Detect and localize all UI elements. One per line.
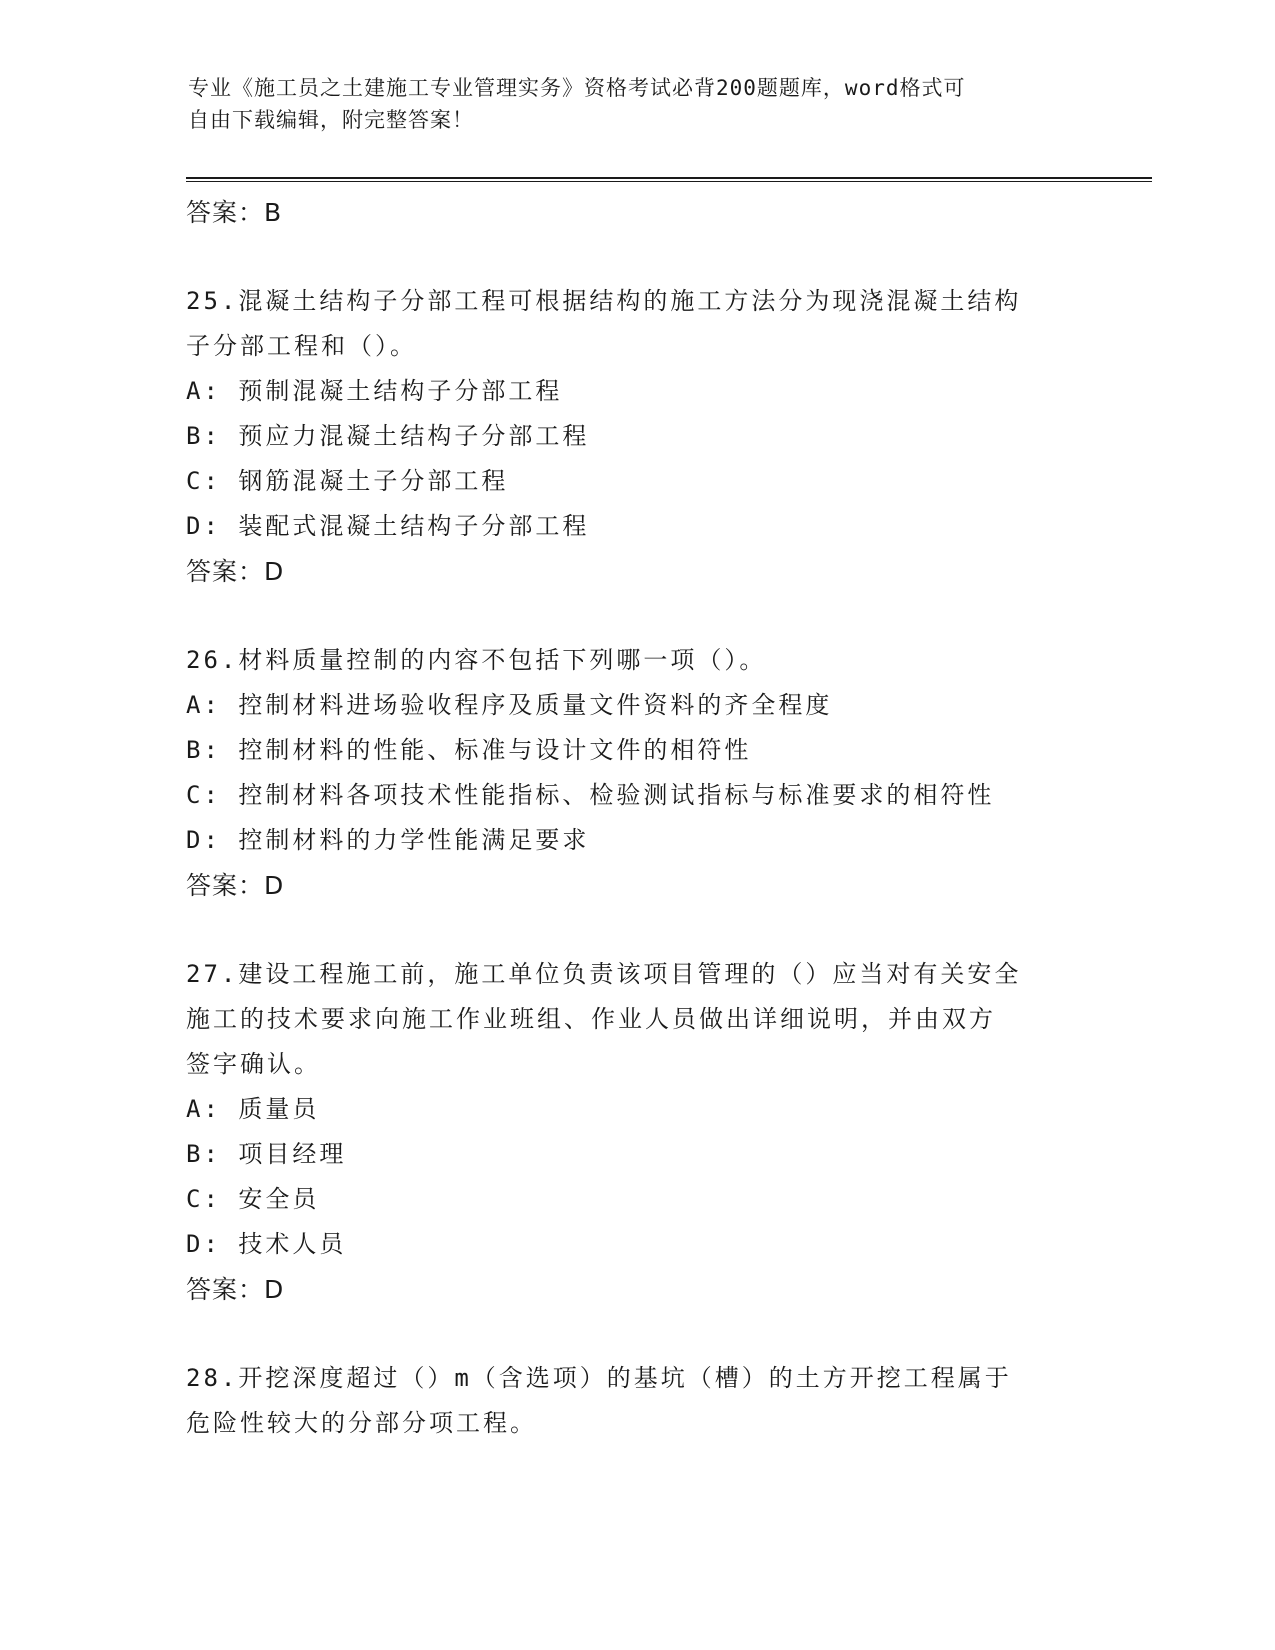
answer-line: 答案：D [186, 1275, 285, 1304]
question-27 [186, 952, 1106, 1312]
question-28 [186, 1356, 1106, 1446]
option-d: D: 装配式混凝土结构子分部工程 [186, 512, 590, 540]
document-body [186, 190, 1106, 1446]
header-line-2: 自由下载编辑，附完整答案！ [188, 108, 474, 132]
option-c: C: 钢筋混凝土子分部工程 [186, 467, 509, 495]
option-c: C: 控制材料各项技术性能指标、检验测试指标与标准要求的相符性 [186, 781, 995, 809]
spacer [186, 594, 1106, 638]
question-text-line: 危险性较大的分部分项工程。 [186, 1409, 537, 1437]
option-a: A: 预制混凝土结构子分部工程 [186, 377, 563, 405]
question-25 [186, 279, 1106, 594]
option-d: D: 控制材料的力学性能满足要求 [186, 826, 590, 854]
question-text-line: 施工的技术要求向施工作业班组、作业人员做出详细说明，并由双方 [186, 1005, 996, 1033]
option-b: B: 项目经理 [186, 1140, 347, 1168]
question-text-line: 子分部工程和（）。 [186, 332, 417, 360]
option-c: C: 安全员 [186, 1185, 320, 1213]
option-a: A: 控制材料进场验收程序及质量文件资料的齐全程度 [186, 691, 833, 719]
answer-line: 答案：D [186, 871, 285, 900]
answer-line: 答案：B [186, 198, 283, 227]
question-text-line: 28.开挖深度超过（）m（含选项）的基坑（槽）的土方开挖工程属于 [186, 1364, 1012, 1392]
question-text-line: 签字确认。 [186, 1050, 321, 1078]
option-b: B: 预应力混凝土结构子分部工程 [186, 422, 590, 450]
header-line-1: 专业《施工员之土建施工专业管理实务》资格考试必背200题题库，word格式可 [188, 76, 966, 100]
option-a: A: 质量员 [186, 1095, 320, 1123]
page-header [188, 72, 1068, 136]
spacer [186, 1312, 1106, 1356]
header-rule-thin [186, 181, 1152, 182]
header-rule-thick [186, 177, 1152, 179]
question-26 [186, 638, 1106, 908]
answer-line: 答案：D [186, 557, 285, 586]
option-b: B: 控制材料的性能、标准与设计文件的相符性 [186, 736, 752, 764]
question-text-line: 27.建设工程施工前，施工单位负责该项目管理的（）应当对有关安全 [186, 960, 1022, 988]
option-d: D: 技术人员 [186, 1230, 347, 1258]
spacer [186, 908, 1106, 952]
question-text-line: 26.材料质量控制的内容不包括下列哪一项（）。 [186, 646, 767, 674]
spacer [186, 235, 1106, 279]
question-text-line: 25.混凝土结构子分部工程可根据结构的施工方法分为现浇混凝土结构 [186, 287, 1022, 315]
